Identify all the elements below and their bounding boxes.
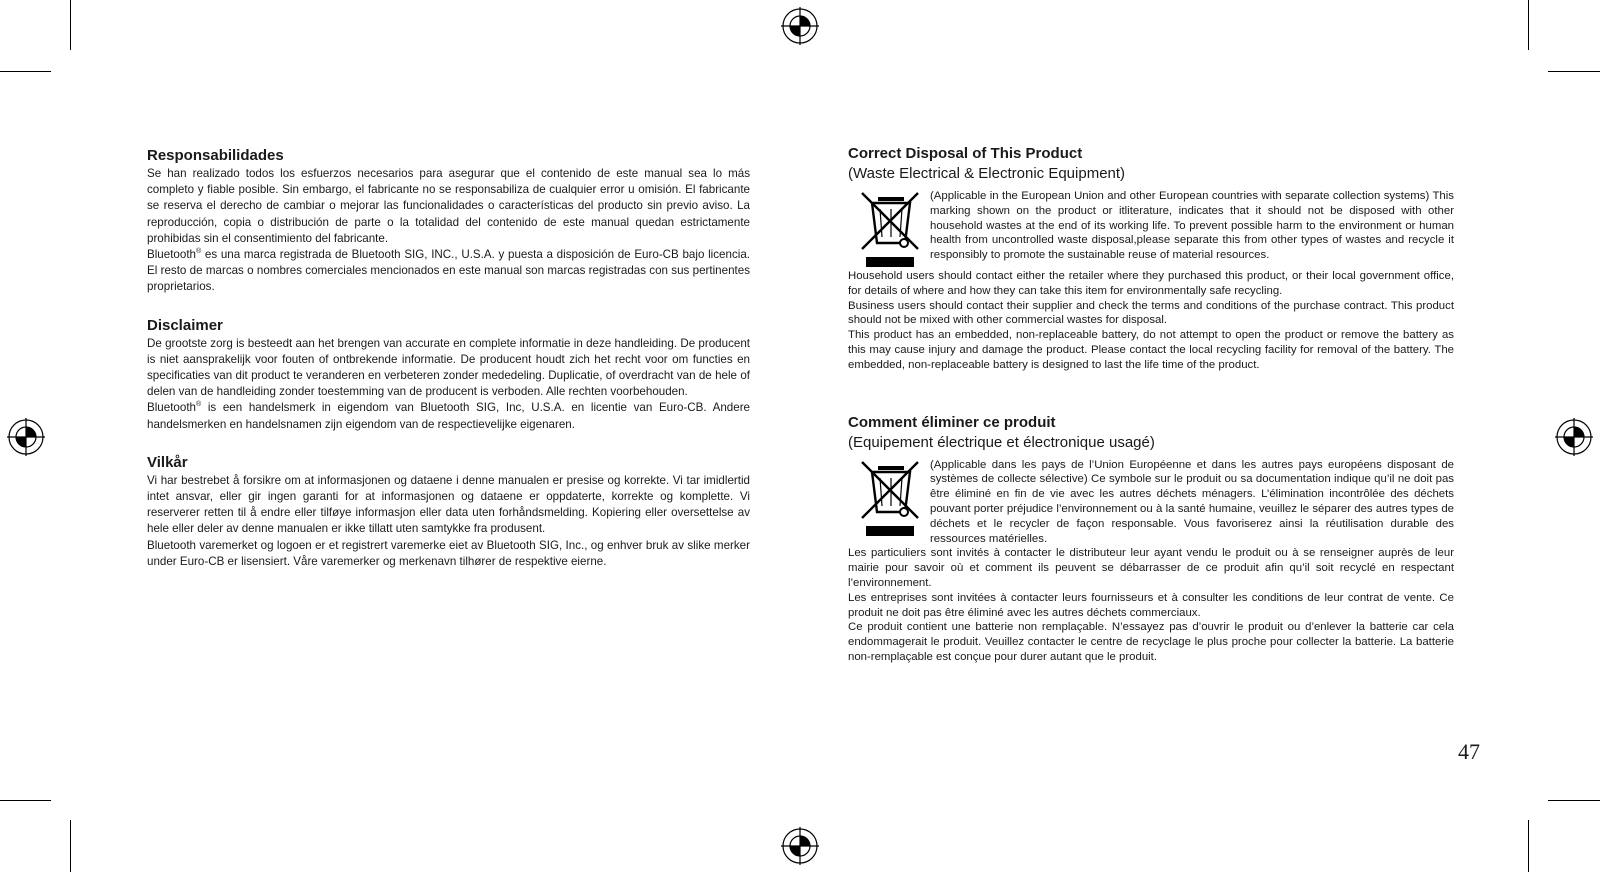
section-title-vilkar: Vilkår [147, 453, 188, 471]
paragraph: Bluetooth varemerket og logoen er et registrert varemerke eiet av Bluetooth SIG, Inc., og enhver bruk av slike merker under Euro-CB er lisensiert. Våre varemerker og merkenavn tilhører de respektive eierne. [147, 538, 750, 568]
bluetooth-word: Bluetooth [147, 248, 196, 262]
crossed-out-wheelie-bin-icon [858, 458, 926, 538]
section-title-correct-disposal: Correct Disposal of This Product [848, 145, 1083, 162]
bluetooth-word: Bluetooth [147, 401, 196, 415]
crop-mark [70, 0, 71, 50]
registered-mark: ® [196, 248, 202, 256]
section-title-disclaimer: Disclaimer [147, 316, 223, 334]
weee-block [848, 189, 1454, 269]
left-column [147, 146, 750, 570]
crop-mark [0, 800, 51, 801]
crop-mark [70, 820, 71, 872]
section-title-comment-eliminer: Comment éliminer ce produit [848, 413, 1056, 431]
paragraph: Ce produit contient une batterie non remplaçable. N’essayez pas d’ouvrir le produit ou d’enlever la batterie car cela endommagerait le produit. Veuillez contacter le centre de recyclage le plus proche pour collecter la batterie. La batterie non-remplaçable est conçue pour durer autant que le produit. [848, 621, 1454, 663]
crop-mark [1528, 820, 1529, 872]
right-column [848, 144, 1454, 665]
crop-mark [1528, 0, 1529, 50]
registered-mark: ® [196, 401, 202, 409]
paragraph: Se han realizado todos los esfuerzos necesarios para asegurar que el contenido de este manual sea lo más completo y fiable posible. Sin embargo, el fabricante no se responsabiliza de cualquier error u omisión. El fabricante se reserva el derecho de cambiar o mejorar las funcionalidades o características del producto sin previo aviso. La reproducción, copia o distribución de parte o la totalidad del contenido de este manual quedan estrictamente prohibidas sin el consentimiento del fabricante. [147, 167, 750, 245]
page-number: 47 [1458, 739, 1480, 764]
registration-mark-icon [780, 826, 820, 866]
section-title-responsabilidades: Responsabilidades [147, 147, 284, 164]
paragraph: Business users should contact their supplier and check the terms and conditions of the purchase contract. This product should not be mixed with other commercial wastes for disposal. [848, 299, 1454, 327]
paragraph: Vi har bestrebet å forsikre om at informasjonen og dataene i denne manualen er presise og korrekte. Vi tar imidlertid intet ansvar, eller gir ingen garanti for at informasjonen og dataene er oppdaterte, korrekte og komplette. Vi reserverer retten til å endre eller tilføye informasjon eller data uten forhåndsmelding. Kopiering eller oversettelse av hele eller deler av denne manualen er ikke tillatt uten samtykke fra produsent. [147, 473, 750, 536]
registration-mark-icon [6, 417, 46, 457]
paragraph: This product has an embedded, non-replaceable battery, do not attempt to open the product or remove the battery as this may cause injury and damage the product. Please contact the local recycling facility for removal of the battery. The embedded, non-replaceable battery is designed to last the life time of the product. [848, 329, 1454, 371]
crop-mark [1548, 800, 1600, 801]
paragraph: Les particuliers sont invités à contacter le distributeur leur ayant vendu le produit ou à se renseigner auprès de leur mairie pour savoir où et comment ils peuvent se débarrasser de ce produit afin qu’il soit recyclé en respectant l’environnement. [848, 547, 1454, 589]
crop-mark [1548, 71, 1600, 72]
crossed-out-wheelie-bin-icon [858, 189, 926, 269]
paragraph: (Applicable in the European Union and other European countries with separate collection systems) This marking shown on the product or itliterature, indicates that it should not be disposed with other household wastes at the end of its working life. To prevent possible harm to the environment or human health from uncontrolled waste disposal,please separate this from other types of wastes and recycle it responsibly to promote the sustainable reuse of material resources. [930, 190, 1454, 262]
paragraph: Bluetooth® es una marca registrada de Bluetooth SIG, INC., U.S.A. y puesta a disposición de Euro-CB bajo licencia. El resto de marcas o nombres comerciales mencionados en este manual son marcas registradas con sus pertinentes proprietarios. [147, 248, 750, 294]
paragraph: De grootste zorg is besteedt aan het brengen van accurate en complete informatie in deze handleiding. De producent is niet aansprakelijk voor fouten of ontbrekende informatie. De producent houdt zich het recht voor om functies en specificaties van dit product te veranderen en verbeteren zonder mededeling. Duplicatie, of overdracht van de hele of delen van de handleiding zonder toestemming van de producent is verboden. Alle rechten voorbehouden. [147, 336, 750, 399]
weee-block [848, 458, 1454, 547]
paragraph: Household users should contact either the retailer where they purchased this product, or their local government office, for details of where and how they can take this item for environmentally safe recycling. [848, 270, 1454, 297]
paragraph: Bluetooth® is een handelsmerk in eigendom van Bluetooth SIG, Inc, U.S.A. en licentie van Euro-CB. Andere handelsmerken en handelsnamen zijn eigendom van de respectievelijke eigenaren. [147, 401, 751, 431]
paragraph: (Applicable dans les pays de l’Union Européenne et dans les autres pays européens disposant de systèmes de collecte sélective) Ce symbole sur le produit ou sa documentation indique qu’il ne doit pas être éliminé en fin de vie avec les autres déchets ménagers. L’élimination incontrôlée des déchets pouvant porter préjudice l’environnement ou à la santé humaine, veuillez le séparer des autres types de déchets et le recycler de façon responsable. Vous favoriserez ainsi la réutilisation durable des ressources matérielles. [930, 458, 1454, 545]
section-subtitle: (Equipement électrique et électronique usagé) [848, 433, 1155, 451]
paragraph: Les entreprises sont invitées à contacter leurs fournisseurs et à consulter les conditions de leur contrat de vente. Ce produit ne doit pas être éliminé avec les autres déchets commerciaux. [848, 591, 1454, 619]
registration-mark-icon [1554, 417, 1594, 457]
registration-mark-icon [780, 6, 820, 46]
crop-mark [0, 71, 51, 72]
section-subtitle: (Waste Electrical & Electronic Equipment) [848, 165, 1126, 182]
